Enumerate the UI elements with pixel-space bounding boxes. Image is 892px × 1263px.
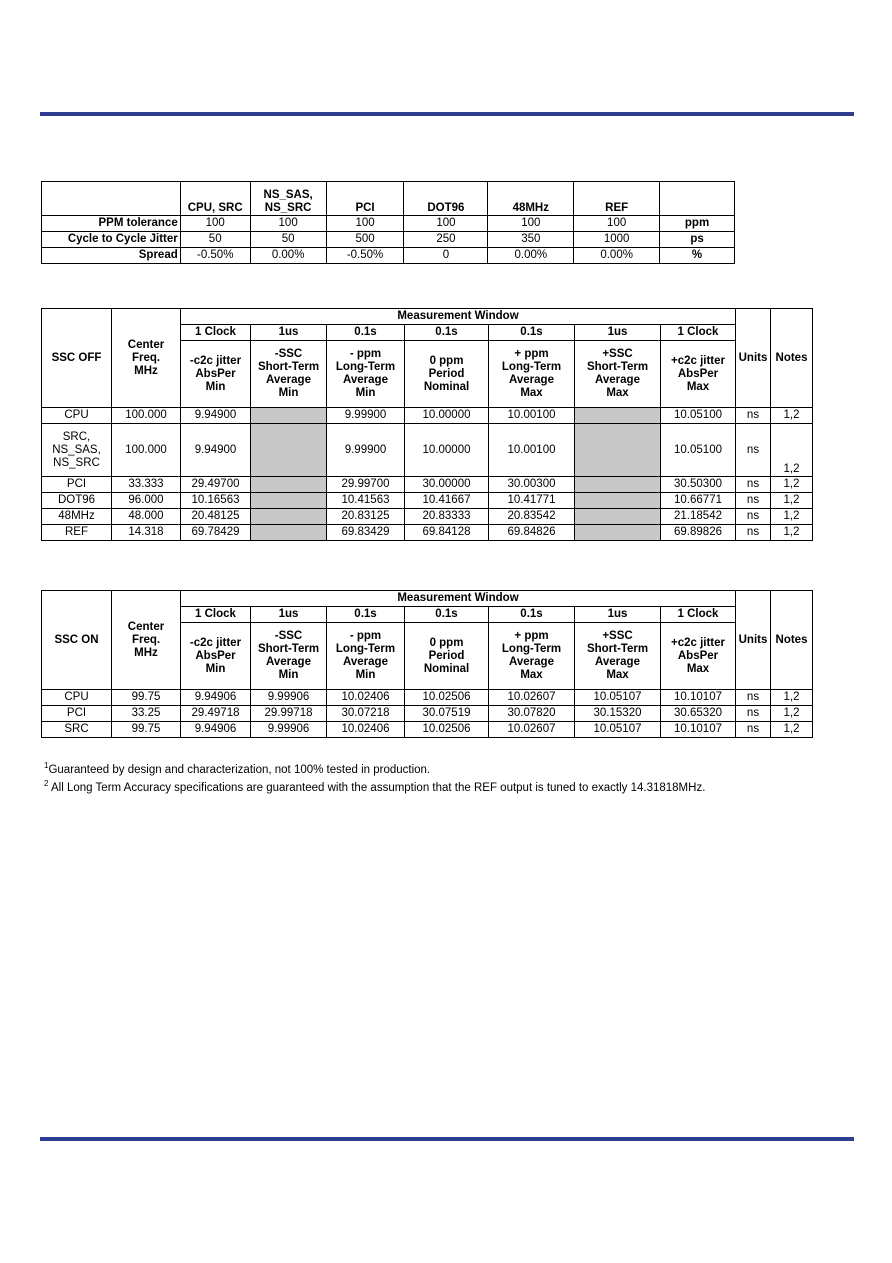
value-cell: 30.15320 — [575, 706, 661, 722]
value-cell: 10.41563 — [327, 493, 405, 509]
table-row — [42, 525, 813, 541]
unit-cell: ns — [736, 690, 771, 706]
window-header: 1us — [251, 325, 327, 341]
table-title-cell: SSC OFF — [42, 309, 112, 408]
shaded-cell — [251, 408, 327, 424]
notes-cell: 1,2 — [771, 690, 813, 706]
param-header: - ppm Long-Term Average Min — [327, 623, 405, 690]
table-cell: -0.50% — [326, 248, 404, 264]
value-cell: 10.00000 — [405, 424, 489, 477]
table-row — [42, 408, 813, 424]
param-header: -SSC Short-Term Average Min — [251, 341, 327, 408]
freq-cell: 48.000 — [112, 509, 181, 525]
unit-cell: % — [660, 248, 735, 264]
value-cell: 10.05100 — [661, 408, 736, 424]
value-cell: 69.83429 — [327, 525, 405, 541]
col-header-dot96: DOT96 — [404, 182, 488, 216]
value-cell: 30.07820 — [489, 706, 575, 722]
col-header-48mhz: 48MHz — [488, 182, 574, 216]
table-cell: 100 — [488, 216, 574, 232]
value-cell: 10.02506 — [405, 722, 489, 738]
table-cell: 100 — [326, 216, 404, 232]
shaded-cell — [575, 424, 661, 477]
param-header: + ppm Long-Term Average Max — [489, 623, 575, 690]
param-header: +c2c jitter AbsPer Max — [661, 623, 736, 690]
table-cell: 0 — [404, 248, 488, 264]
freq-cell: 99.75 — [112, 690, 181, 706]
measurement-header-row — [42, 309, 813, 325]
table-row — [42, 493, 813, 509]
value-cell: 10.00100 — [489, 424, 575, 477]
value-cell: 9.99900 — [327, 408, 405, 424]
table-cell: 100 — [250, 216, 326, 232]
value-cell: 69.84128 — [405, 525, 489, 541]
window-header: 1us — [575, 325, 661, 341]
ssc-on-table — [41, 590, 813, 738]
table-cell: 500 — [326, 232, 404, 248]
value-cell: 30.00000 — [405, 477, 489, 493]
notes-cell: 1,2 — [771, 509, 813, 525]
footnote-mark: 1 — [44, 761, 49, 770]
shaded-cell — [251, 525, 327, 541]
value-cell: 9.94906 — [181, 690, 251, 706]
table-row — [42, 690, 813, 706]
param-header: +SSC Short-Term Average Max — [575, 623, 661, 690]
shaded-cell — [575, 408, 661, 424]
param-header: + ppm Long-Term Average Max — [489, 341, 575, 408]
value-cell: 9.94900 — [181, 424, 251, 477]
shaded-cell — [251, 477, 327, 493]
param-header: 0 ppm Period Nominal — [405, 341, 489, 408]
unit-cell: ns — [736, 722, 771, 738]
row-name-cell: DOT96 — [42, 493, 112, 509]
col-header-ns-sas — [250, 182, 326, 216]
center-freq-header: Center Freq. MHz — [112, 591, 181, 690]
notes-cell: 1,2 — [771, 706, 813, 722]
window-header: 1 Clock — [181, 607, 251, 623]
value-cell: 10.66771 — [661, 493, 736, 509]
table-title-cell: SSC ON — [42, 591, 112, 690]
window-header: 1 Clock — [181, 325, 251, 341]
value-cell: 10.02506 — [405, 690, 489, 706]
table-row — [42, 706, 813, 722]
freq-cell: 100.000 — [112, 424, 181, 477]
shaded-cell — [575, 493, 661, 509]
freq-cell: 33.333 — [112, 477, 181, 493]
row-label: PPM tolerance — [42, 216, 181, 232]
value-cell: 30.00300 — [489, 477, 575, 493]
table-cell: 100 — [180, 216, 250, 232]
value-cell: 29.99718 — [251, 706, 327, 722]
value-cell: 10.02607 — [489, 690, 575, 706]
table-cell: 50 — [250, 232, 326, 248]
table-row — [42, 424, 813, 477]
notes-cell: 1,2 — [771, 408, 813, 424]
window-header: 0.1s — [489, 607, 575, 623]
freq-cell: 99.75 — [112, 722, 181, 738]
units-header: Units — [736, 591, 771, 690]
param-header: -c2c jitter AbsPer Min — [181, 623, 251, 690]
window-header: 0.1s — [327, 607, 405, 623]
value-cell: 21.18542 — [661, 509, 736, 525]
row-name-cell: PCI — [42, 706, 112, 722]
unit-cell: ns — [736, 493, 771, 509]
units-header: Units — [736, 309, 771, 408]
freq-cell: 33.25 — [112, 706, 181, 722]
value-cell: 9.99906 — [251, 722, 327, 738]
value-cell: 10.00000 — [405, 408, 489, 424]
value-cell: 10.05100 — [661, 424, 736, 477]
value-cell: 29.49718 — [181, 706, 251, 722]
shaded-cell — [575, 477, 661, 493]
table-cell: 250 — [404, 232, 488, 248]
table-cell: 1000 — [574, 232, 660, 248]
header-rule — [40, 112, 854, 116]
center-freq-header: Center Freq. MHz — [112, 309, 181, 408]
freq-cell: 14.318 — [112, 525, 181, 541]
row-name-cell: REF — [42, 525, 112, 541]
value-cell: 69.84826 — [489, 525, 575, 541]
table-cell: 100 — [404, 216, 488, 232]
param-header: +c2c jitter AbsPer Max — [661, 341, 736, 408]
window-header: 0.1s — [405, 607, 489, 623]
shaded-cell — [251, 509, 327, 525]
table-cell: -0.50% — [180, 248, 250, 264]
value-cell: 20.83542 — [489, 509, 575, 525]
value-cell: 9.99906 — [251, 690, 327, 706]
value-cell: 10.16563 — [181, 493, 251, 509]
row-label: Spread — [42, 248, 181, 264]
value-cell: 20.83125 — [327, 509, 405, 525]
table-cell: 0.00% — [488, 248, 574, 264]
window-header: 0.1s — [405, 325, 489, 341]
shaded-cell — [251, 424, 327, 477]
unit-cell: ps — [660, 232, 735, 248]
footnote-text: Guaranteed by design and characterization, not 100% tested in production. — [48, 763, 431, 776]
value-cell: 10.05107 — [575, 690, 661, 706]
footnote-1 — [44, 761, 430, 776]
unit-cell: ppm — [660, 216, 735, 232]
notes-cell: 1,2 — [771, 722, 813, 738]
footnote-text: All Long Term Accuracy specifications are guaranteed with the assumption that the REF output is tuned to exactly 14.31818MHz. — [48, 781, 706, 794]
notes-header: Notes — [771, 309, 813, 408]
table-row — [42, 216, 735, 232]
value-cell: 20.48125 — [181, 509, 251, 525]
ssc-off-table — [41, 308, 813, 541]
row-name-cell: SRC — [42, 722, 112, 738]
value-cell: 10.10107 — [661, 690, 736, 706]
param-header: -SSC Short-Term Average Min — [251, 623, 327, 690]
param-header: +SSC Short-Term Average Max — [575, 341, 661, 408]
param-header: 0 ppm Period Nominal — [405, 623, 489, 690]
freq-cell: 100.000 — [112, 408, 181, 424]
value-cell: 30.65320 — [661, 706, 736, 722]
table-cell: 100 — [574, 216, 660, 232]
value-cell: 9.94900 — [181, 408, 251, 424]
row-name-cell: 48MHz — [42, 509, 112, 525]
shaded-cell — [575, 525, 661, 541]
table-cell: 0.00% — [574, 248, 660, 264]
notes-cell: 1,2 — [771, 424, 813, 477]
value-cell: 20.83333 — [405, 509, 489, 525]
value-cell: 10.02607 — [489, 722, 575, 738]
window-header: 1us — [575, 607, 661, 623]
table-cell: 0.00% — [250, 248, 326, 264]
window-header: 0.1s — [489, 325, 575, 341]
row-name-cell: SRC, NS_SAS, NS_SRC — [42, 424, 112, 477]
freq-cell: 96.000 — [112, 493, 181, 509]
value-cell: 10.02406 — [327, 690, 405, 706]
table-row — [42, 248, 735, 264]
value-cell: 10.05107 — [575, 722, 661, 738]
table-row — [42, 509, 813, 525]
measurement-window-header: Measurement Window — [181, 309, 736, 325]
notes-cell: 1,2 — [771, 493, 813, 509]
measurement-window-header: Measurement Window — [181, 591, 736, 607]
col-header-0 — [42, 182, 181, 216]
table-row — [42, 722, 813, 738]
row-name-cell: CPU — [42, 690, 112, 706]
window-header: 1 Clock — [661, 325, 736, 341]
notes-header: Notes — [771, 591, 813, 690]
table-cell: 350 — [488, 232, 574, 248]
footer-rule — [40, 1137, 854, 1141]
value-cell: 9.99900 — [327, 424, 405, 477]
window-header: 0.1s — [327, 325, 405, 341]
col-header-cpu-src: CPU, SRC — [180, 182, 250, 216]
tolerance-table — [41, 181, 735, 264]
unit-cell: ns — [736, 509, 771, 525]
value-cell: 10.41667 — [405, 493, 489, 509]
value-cell: 10.41771 — [489, 493, 575, 509]
row-name-cell: CPU — [42, 408, 112, 424]
col-header-ns-sas-text: NS_SAS, NS_SRC — [263, 189, 313, 214]
unit-cell: ns — [736, 706, 771, 722]
col-header-ref: REF — [574, 182, 660, 216]
value-cell: 69.78429 — [181, 525, 251, 541]
row-name-cell: PCI — [42, 477, 112, 493]
shaded-cell — [575, 509, 661, 525]
value-cell: 69.89826 — [661, 525, 736, 541]
table-row — [42, 232, 735, 248]
footnote-2 — [44, 779, 705, 794]
param-header: -c2c jitter AbsPer Min — [181, 341, 251, 408]
value-cell: 29.99700 — [327, 477, 405, 493]
table-cell: 50 — [180, 232, 250, 248]
col-header-pci: PCI — [326, 182, 404, 216]
value-cell: 10.10107 — [661, 722, 736, 738]
param-header: - ppm Long-Term Average Min — [327, 341, 405, 408]
notes-cell: 1,2 — [771, 525, 813, 541]
measurement-header-row — [42, 591, 813, 607]
value-cell: 30.07519 — [405, 706, 489, 722]
value-cell: 9.94906 — [181, 722, 251, 738]
shaded-cell — [251, 493, 327, 509]
col-header-unit — [660, 182, 735, 216]
unit-cell: ns — [736, 525, 771, 541]
unit-cell: ns — [736, 424, 771, 477]
tolerance-header-row — [42, 182, 735, 216]
notes-cell: 1,2 — [771, 477, 813, 493]
row-label: Cycle to Cycle Jitter — [42, 232, 181, 248]
unit-cell: ns — [736, 477, 771, 493]
table-row — [42, 477, 813, 493]
footnote-mark: 2 — [44, 779, 49, 788]
window-header: 1 Clock — [661, 607, 736, 623]
value-cell: 30.07218 — [327, 706, 405, 722]
value-cell: 30.50300 — [661, 477, 736, 493]
unit-cell: ns — [736, 408, 771, 424]
value-cell: 10.00100 — [489, 408, 575, 424]
value-cell: 10.02406 — [327, 722, 405, 738]
value-cell: 29.49700 — [181, 477, 251, 493]
window-header: 1us — [251, 607, 327, 623]
